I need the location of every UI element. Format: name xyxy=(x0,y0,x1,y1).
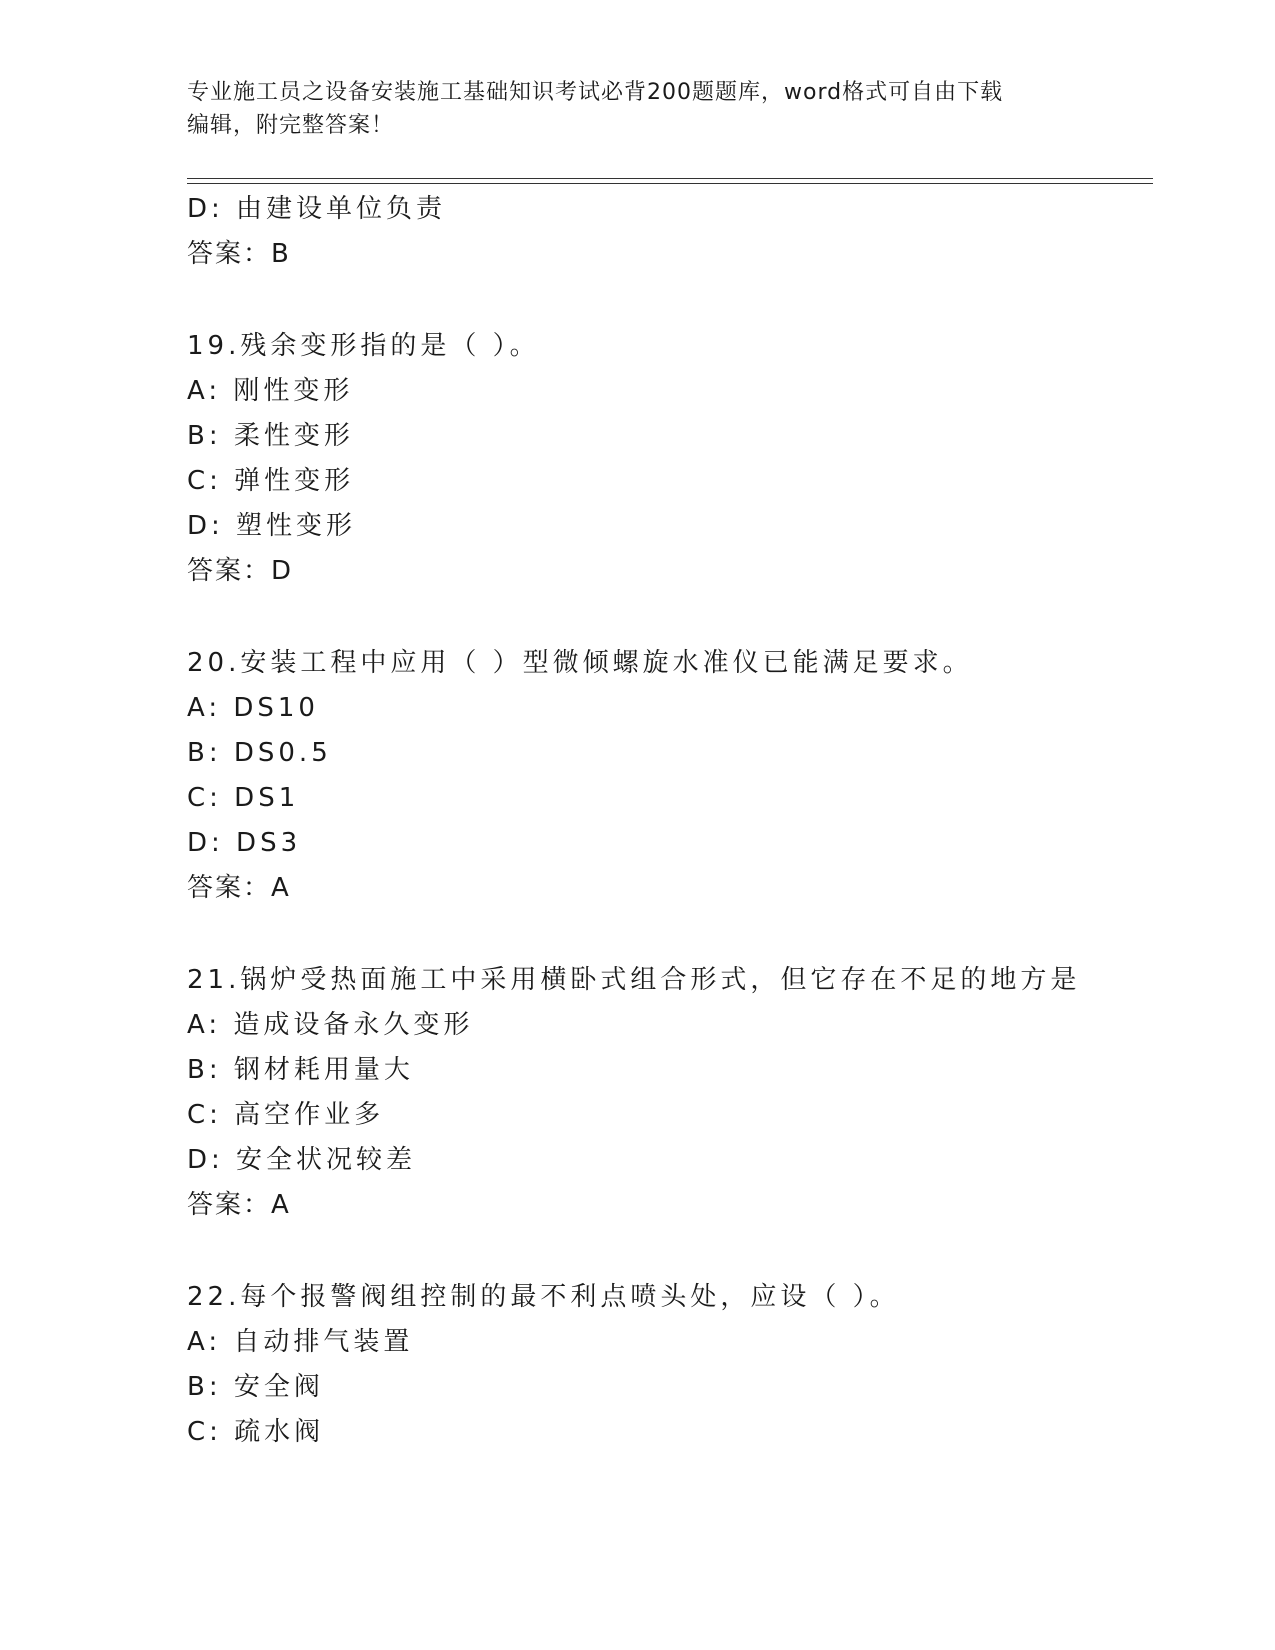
option-c: C: 弹性变形 xyxy=(187,466,355,496)
option-b: B: 安全阀 xyxy=(187,1372,324,1402)
page-header xyxy=(187,76,1067,142)
option-a: A: DS10 xyxy=(187,693,319,723)
answer: 答案：D xyxy=(187,556,294,586)
option-d: D: 安全状况较差 xyxy=(187,1145,417,1175)
header-line-1: 专业施工员之设备安装施工基础知识考试必背200题题库，word格式可自由下载 xyxy=(187,80,1004,105)
option-a: A: 刚性变形 xyxy=(187,376,354,406)
spacer xyxy=(187,911,1153,958)
spacer xyxy=(187,1228,1153,1275)
option-b: B: 柔性变形 xyxy=(187,421,354,451)
option-b: B: 钢材耗用量大 xyxy=(187,1055,414,1085)
prev-answer: 答案：B xyxy=(187,239,291,269)
header-line-2: 编辑，附完整答案！ xyxy=(187,113,395,138)
question-20 xyxy=(187,641,1153,911)
question-21 xyxy=(187,958,1153,1228)
question-stem: 21.锅炉受热面施工中采用横卧式组合形式，但它存在不足的地方是 xyxy=(187,965,1081,995)
question-19 xyxy=(187,324,1153,594)
answer: 答案：A xyxy=(187,873,291,903)
question-stem: 19.残余变形指的是（ ）。 xyxy=(187,331,540,361)
answer: 答案：A xyxy=(187,1190,291,1220)
option-c: C: 高空作业多 xyxy=(187,1100,385,1130)
header-divider xyxy=(187,178,1153,184)
spacer xyxy=(187,277,1153,324)
option-a: A: 自动排气装置 xyxy=(187,1327,414,1357)
prev-option-d: D: 由建设单位负责 xyxy=(187,194,447,224)
question-22 xyxy=(187,1275,1153,1455)
question-stem: 20.安装工程中应用（ ）型微倾螺旋水准仪已能满足要求。 xyxy=(187,648,973,678)
option-c: C: DS1 xyxy=(187,783,300,813)
option-c: C: 疏水阀 xyxy=(187,1417,325,1447)
option-b: B: DS0.5 xyxy=(187,738,332,768)
spacer xyxy=(187,594,1153,641)
option-d: D: 塑性变形 xyxy=(187,511,357,541)
question-list xyxy=(187,187,1153,1455)
option-a: A: 造成设备永久变形 xyxy=(187,1010,474,1040)
option-d: D: DS3 xyxy=(187,828,302,858)
question-stem: 22.每个报警阀组控制的最不利点喷头处，应设（ ）。 xyxy=(187,1282,900,1312)
